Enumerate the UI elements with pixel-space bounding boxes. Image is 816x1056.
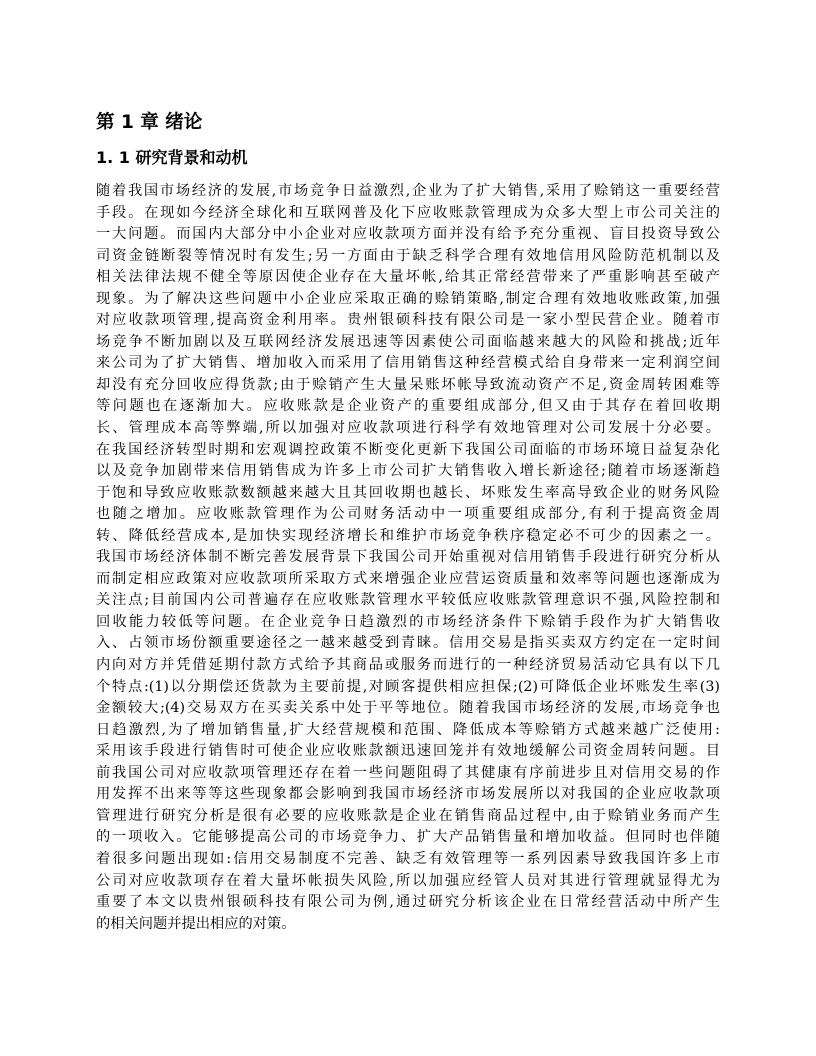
body-text-line: 回收能力较低等问题。在企业竞争日趋激烈的市场经济条件下赊销手段作为扩大销售收 — [96, 613, 720, 630]
body-paragraph — [96, 181, 720, 935]
body-text-line: 公司对应收款项存在着大量坏帐损失风险,所以加强应经管人员对其进行管理就显得尤为 — [96, 872, 720, 889]
body-text-line: 司资金链断裂等情况时有发生;另一方面由于缺乏科学合理有效地信用风险防范机制以及 — [96, 247, 720, 264]
body-text-line: 等问题也在逐渐加大。应收账款是企业资产的重要组成部分,但又由于其存在着回收期 — [96, 398, 720, 415]
body-text-line: 以及竞争加剧带来信用销售成为许多上市公司扩大销售收入增长新途径;随着市场逐渐趋 — [96, 463, 720, 480]
body-text-line: 的一项收入。它能够提高公司的市场竞争力、扩大产品销售量和增加收益。但同时也伴随 — [96, 829, 720, 846]
body-text-line: 相关法律法规不健全等原因使企业存在大量坏帐,给其正常经营带来了严重影响甚至破产 — [96, 269, 720, 286]
body-text-line: 我国市场经济体制不断完善发展背景下我国公司开始重视对信用销售手段进行研究分析从 — [96, 549, 720, 566]
body-text-line: 管理进行研究分析是很有必要的应收账款是企业在销售商品过程中,由于赊销业务而产生 — [96, 807, 720, 824]
body-text-line: 内向对方并凭借延期付款方式给予其商品或服务而进行的一种经济贸易活动它具有以下几 — [96, 657, 720, 674]
body-text-line: 于饱和导致应收账款数额越来越大且其回收期也越长、坏账发生率高导致企业的财务风险 — [96, 484, 720, 501]
section-title: 1. 1 研究背景和动机 — [96, 148, 248, 167]
body-text-line: 随着我国市场经济的发展,市场竞争日益激烈,企业为了扩大销售,采用了赊销这一重要经营 — [96, 183, 720, 199]
body-text-line: 前我国公司对应收款项管理还存在着一些问题阻碍了其健康有序前进步且对信用交易的作 — [96, 764, 720, 781]
chapter-title: 第 1 章 绪论 — [96, 112, 203, 133]
body-text-line: 转、降低经营成本,是加快实现经济增长和维护市场竞争秩序稳定必不可少的因素之一。 — [96, 527, 720, 544]
body-text-line: 日趋激烈,为了增加销售量,扩大经营规模和范围、降低成本等赊销方式越来越广泛使用: — [96, 721, 720, 738]
body-text-line: 手段。在现如今经济全球化和互联网普及化下应收账款管理成为众多大型上市公司关注的 — [96, 204, 720, 221]
body-text-line: 采用该手段进行销售时可使企业应收账款额迅速回笼并有效地缓解公司资金周转问题。目 — [96, 743, 720, 760]
body-text-line: 长、管理成本高等弊端,所以加强对应收款项进行科学有效地管理对公司发展十分必要。 — [96, 420, 720, 437]
body-text-line: 场竞争不断加剧以及互联网经济发展迅速等因素使公司面临越来越大的风险和挑战;近年 — [96, 333, 720, 350]
body-text-line: 一大问题。而国内大部分中小企业对应收款项方面并没有给予充分重视、盲目投资导致公 — [96, 226, 720, 243]
body-text-line: 金额较大;(4)交易双方在买卖关系中处于平等地位。随着我国市场经济的发展,市场竞争也 — [96, 700, 720, 717]
body-text-line: 入、占领市场份额重要途径之一越来越受到青睐。信用交易是指买卖双方约定在一定时间 — [96, 635, 720, 652]
body-text-line: 现象。为了解决这些问题中小企业应采取正确的赊销策略,制定合理有效地收账政策,加强 — [96, 290, 720, 307]
body-text-line: 个特点:(1)以分期偿还货款为主要前提,对顾客提供相应担保;(2)可降低企业坏账发生率(3) — [96, 678, 720, 695]
body-text-line: 关注点;目前国内公司普遍存在应收账款管理水平较低应收账款管理意识不强,风险控制和 — [96, 592, 720, 609]
body-text-line: 重要了本文以贵州银硕科技有限公司为例,通过研究分析该企业在日常经营活动中所产生 — [96, 894, 720, 911]
body-text-line: 来公司为了扩大销售、增加收入而采用了信用销售这种经营模式给自身带来一定利润空间 — [96, 355, 720, 372]
body-text-line: 的相关问题并提出相应的对策。 — [96, 915, 296, 932]
body-text-line: 却没有充分回收应得货款;由于赊销产生大量呆账坏帐导致流动资产不足,资金周转困难等 — [96, 376, 720, 393]
body-text-line: 而制定相应政策对应收款项所采取方式来增强企业应营运资质量和效率等问题也逐渐成为 — [96, 570, 720, 587]
body-text-line: 也随之增加。应收账款管理作为公司财务活动中一项重要组成部分,有利于提高资金周 — [96, 506, 720, 523]
body-text-line: 着很多问题出现如:信用交易制度不完善、缺乏有效管理等一系列因素导致我国许多上市 — [96, 850, 720, 867]
body-text-line: 对应收款项管理,提高资金利用率。贵州银硕科技有限公司是一家小型民营企业。随着市 — [96, 312, 720, 329]
body-text-line: 用发挥不出来等等这些现象都会影响到我国市场经济市场发展所以对我国的企业应收款项 — [96, 786, 720, 803]
body-text-line: 在我国经济转型时期和宏观调控政策不断变化更新下我国公司面临的市场环境日益复杂化 — [96, 441, 720, 458]
